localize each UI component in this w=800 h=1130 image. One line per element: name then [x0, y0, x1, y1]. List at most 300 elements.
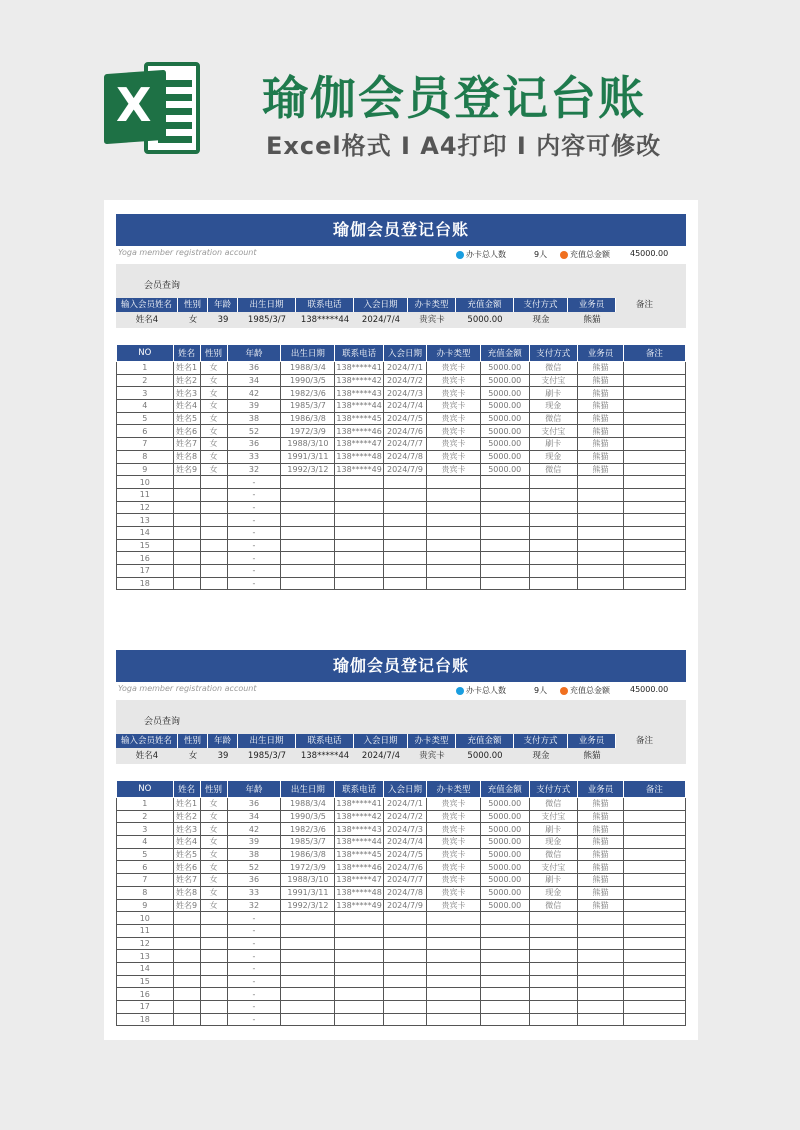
table-cell[interactable] — [200, 565, 227, 578]
table-cell[interactable]: 女 — [200, 861, 227, 874]
table-cell[interactable] — [427, 552, 481, 565]
table-cell[interactable]: 女 — [200, 450, 227, 463]
table-cell[interactable] — [623, 577, 685, 590]
table-cell[interactable] — [173, 488, 200, 501]
table-cell[interactable]: 34 — [227, 810, 281, 823]
table-cell[interactable]: 13 — [117, 950, 174, 963]
table-cell[interactable]: 微信 — [529, 798, 578, 811]
table-cell[interactable]: 熊猫 — [578, 899, 624, 912]
table-cell[interactable] — [529, 565, 578, 578]
table-cell[interactable] — [427, 912, 481, 925]
table-cell[interactable] — [578, 577, 624, 590]
table-cell[interactable] — [335, 476, 384, 489]
table-cell[interactable]: 姓名7 — [173, 874, 200, 887]
table-cell[interactable]: 6 — [117, 861, 174, 874]
table-cell[interactable] — [623, 937, 685, 950]
table-cell[interactable]: 贵宾卡 — [427, 463, 481, 476]
table-cell[interactable]: 2024/7/5 — [383, 848, 426, 861]
table-cell[interactable] — [623, 362, 685, 375]
table-cell[interactable]: 12 — [117, 501, 174, 514]
table-cell[interactable] — [383, 1013, 426, 1026]
table-cell[interactable] — [623, 798, 685, 811]
table-cell[interactable] — [623, 886, 685, 899]
table-cell[interactable] — [281, 924, 335, 937]
table-cell[interactable] — [200, 539, 227, 552]
table-cell[interactable]: 微信 — [529, 463, 578, 476]
table-cell[interactable] — [427, 476, 481, 489]
table-cell[interactable]: 熊猫 — [578, 450, 624, 463]
table-cell[interactable]: 32 — [227, 899, 281, 912]
table-cell[interactable]: 女 — [200, 400, 227, 413]
table-cell[interactable]: 1990/3/5 — [281, 810, 335, 823]
table-cell[interactable]: 17 — [117, 565, 174, 578]
table-cell[interactable] — [623, 412, 685, 425]
table-cell[interactable]: 女 — [200, 438, 227, 451]
table-cell[interactable] — [200, 1013, 227, 1026]
table-cell[interactable] — [383, 476, 426, 489]
table-cell[interactable]: 熊猫 — [578, 412, 624, 425]
table-cell[interactable]: 熊猫 — [578, 836, 624, 849]
table-cell[interactable] — [623, 539, 685, 552]
query-result-row[interactable] — [116, 750, 616, 762]
table-cell[interactable]: 女 — [200, 425, 227, 438]
table-cell[interactable]: 姓名4 — [173, 836, 200, 849]
table-cell[interactable]: 贵宾卡 — [427, 899, 481, 912]
table-cell[interactable] — [578, 514, 624, 527]
table-cell[interactable] — [578, 975, 624, 988]
table-cell[interactable]: 15 — [117, 539, 174, 552]
table-cell[interactable] — [173, 539, 200, 552]
table-cell[interactable] — [623, 488, 685, 501]
table-cell[interactable] — [173, 577, 200, 590]
table-cell[interactable] — [383, 912, 426, 925]
table-cell[interactable] — [529, 514, 578, 527]
table-cell[interactable] — [427, 988, 481, 1001]
table-cell[interactable]: 5000.00 — [480, 400, 529, 413]
table-cell[interactable]: 138*****41 — [336, 363, 382, 373]
table-cell[interactable] — [529, 476, 578, 489]
table-cell[interactable] — [480, 514, 529, 527]
table-cell[interactable]: 36 — [227, 362, 281, 375]
table-cell[interactable]: 2024/7/4 — [383, 400, 426, 413]
table-cell[interactable] — [623, 526, 685, 539]
table-cell[interactable]: 36 — [227, 798, 281, 811]
table-cell[interactable] — [200, 552, 227, 565]
table-cell[interactable]: 138*****47 — [336, 439, 382, 449]
table-cell[interactable] — [335, 912, 384, 925]
table-cell[interactable]: 11 — [117, 488, 174, 501]
table-cell[interactable]: 2024/7/2 — [383, 374, 426, 387]
table-cell[interactable]: 138*****43 — [336, 824, 382, 834]
table-cell[interactable]: 2024/7/1 — [383, 362, 426, 375]
table-cell[interactable] — [335, 577, 384, 590]
table-cell[interactable] — [578, 488, 624, 501]
table-cell[interactable] — [480, 1001, 529, 1014]
table-cell[interactable] — [173, 565, 200, 578]
table-cell[interactable]: 5000.00 — [480, 836, 529, 849]
table-cell[interactable] — [281, 1013, 335, 1026]
table-cell[interactable]: 女 — [200, 463, 227, 476]
table-cell[interactable]: 13 — [117, 514, 174, 527]
table-cell[interactable]: 138*****41 — [336, 799, 382, 809]
table-cell[interactable]: 2 — [117, 810, 174, 823]
table-cell[interactable]: 138*****43 — [336, 388, 382, 398]
table-cell[interactable] — [281, 476, 335, 489]
table-cell[interactable] — [480, 962, 529, 975]
table-cell[interactable]: 14 — [117, 526, 174, 539]
table-cell[interactable]: 熊猫 — [578, 400, 624, 413]
table-cell[interactable]: 姓名5 — [173, 848, 200, 861]
table-cell[interactable]: 9 — [117, 899, 174, 912]
table-cell[interactable] — [529, 501, 578, 514]
table-cell[interactable]: 女 — [200, 874, 227, 887]
table-cell[interactable]: 熊猫 — [578, 823, 624, 836]
table-cell[interactable] — [578, 924, 624, 937]
table-cell[interactable]: 52 — [227, 861, 281, 874]
table-cell[interactable]: 1972/3/9 — [281, 861, 335, 874]
table-cell[interactable] — [281, 526, 335, 539]
table-cell[interactable] — [623, 823, 685, 836]
table-cell[interactable]: 2 — [117, 374, 174, 387]
table-cell[interactable] — [427, 924, 481, 937]
table-cell[interactable]: 2024/7/9 — [383, 463, 426, 476]
table-cell[interactable] — [623, 988, 685, 1001]
table-cell[interactable]: 5000.00 — [480, 874, 529, 887]
table-cell[interactable] — [383, 937, 426, 950]
table-cell[interactable] — [578, 552, 624, 565]
table-cell[interactable] — [480, 501, 529, 514]
table-cell[interactable]: 支付宝 — [529, 374, 578, 387]
table-cell[interactable]: 姓名1 — [173, 362, 200, 375]
table-cell[interactable]: 18 — [117, 1013, 174, 1026]
table-cell[interactable] — [623, 1001, 685, 1014]
table-cell[interactable]: 2024/7/3 — [383, 823, 426, 836]
table-cell[interactable]: 1986/3/8 — [281, 412, 335, 425]
table-cell[interactable] — [623, 425, 685, 438]
table-cell[interactable]: 熊猫 — [578, 362, 624, 375]
table-cell[interactable]: 熊猫 — [578, 861, 624, 874]
table-cell[interactable]: 支付宝 — [529, 861, 578, 874]
table-cell[interactable] — [529, 988, 578, 1001]
table-cell[interactable]: 熊猫 — [578, 374, 624, 387]
table-cell[interactable]: 姓名9 — [173, 899, 200, 912]
table-cell[interactable] — [200, 514, 227, 527]
table-cell[interactable]: 5000.00 — [480, 886, 529, 899]
table-cell[interactable] — [427, 937, 481, 950]
table-cell[interactable] — [383, 962, 426, 975]
table-cell[interactable] — [200, 950, 227, 963]
table-cell[interactable]: 贵宾卡 — [427, 798, 481, 811]
table-cell[interactable]: 4 — [117, 400, 174, 413]
table-cell[interactable]: 熊猫 — [578, 848, 624, 861]
table-cell[interactable]: 138*****49 — [336, 464, 382, 474]
table-cell[interactable]: 现金 — [529, 886, 578, 899]
table-cell[interactable] — [623, 810, 685, 823]
table-cell[interactable]: 姓名9 — [173, 463, 200, 476]
table-cell[interactable] — [173, 1001, 200, 1014]
table-cell[interactable]: 10 — [117, 476, 174, 489]
table-cell[interactable] — [335, 962, 384, 975]
table-cell[interactable] — [335, 526, 384, 539]
table-cell[interactable]: 1986/3/8 — [281, 848, 335, 861]
table-cell[interactable]: 36 — [227, 438, 281, 451]
table-cell[interactable]: 2024/7/8 — [383, 450, 426, 463]
table-cell[interactable]: 2024/7/6 — [383, 861, 426, 874]
table-cell[interactable] — [480, 476, 529, 489]
table-cell[interactable] — [623, 848, 685, 861]
table-cell[interactable] — [480, 924, 529, 937]
table-cell[interactable] — [281, 514, 335, 527]
table-cell[interactable]: 微信 — [529, 848, 578, 861]
table-cell[interactable]: 2024/7/7 — [383, 874, 426, 887]
table-cell[interactable]: 2024/7/8 — [383, 886, 426, 899]
table-cell[interactable] — [529, 577, 578, 590]
table-cell[interactable]: 1991/3/11 — [281, 450, 335, 463]
table-cell[interactable] — [200, 1001, 227, 1014]
table-cell[interactable] — [623, 912, 685, 925]
table-cell[interactable] — [578, 565, 624, 578]
table-cell[interactable] — [623, 514, 685, 527]
table-cell[interactable]: 5 — [117, 848, 174, 861]
table-cell[interactable] — [335, 1001, 384, 1014]
table-cell[interactable]: 贵宾卡 — [427, 400, 481, 413]
table-cell[interactable]: 贵宾卡 — [427, 823, 481, 836]
table-cell[interactable] — [623, 861, 685, 874]
table-cell[interactable]: 微信 — [529, 899, 578, 912]
table-cell[interactable] — [383, 526, 426, 539]
table-cell[interactable]: 1 — [117, 798, 174, 811]
table-cell[interactable] — [529, 1001, 578, 1014]
table-cell[interactable] — [623, 874, 685, 887]
table-cell[interactable] — [578, 912, 624, 925]
table-cell[interactable] — [335, 539, 384, 552]
table-cell[interactable]: 女 — [200, 374, 227, 387]
table-cell[interactable] — [529, 962, 578, 975]
table-cell[interactable] — [578, 501, 624, 514]
table-cell[interactable]: 贵宾卡 — [427, 874, 481, 887]
table-cell[interactable] — [529, 912, 578, 925]
table-cell[interactable] — [529, 975, 578, 988]
table-cell[interactable]: 1982/3/6 — [281, 823, 335, 836]
table-cell[interactable]: 38 — [227, 848, 281, 861]
table-cell[interactable]: 1990/3/5 — [281, 374, 335, 387]
table-cell[interactable] — [173, 988, 200, 1001]
table-cell[interactable] — [200, 975, 227, 988]
table-cell[interactable] — [281, 488, 335, 501]
table-cell[interactable]: 6 — [117, 425, 174, 438]
table-cell[interactable] — [173, 950, 200, 963]
table-cell[interactable] — [529, 937, 578, 950]
table-cell[interactable] — [623, 400, 685, 413]
table-cell[interactable] — [623, 1013, 685, 1026]
table-cell[interactable]: - — [227, 988, 281, 1001]
table-cell[interactable]: 138*****48 — [336, 452, 382, 462]
table-cell[interactable] — [578, 539, 624, 552]
table-cell[interactable] — [427, 488, 481, 501]
table-cell[interactable]: 5000.00 — [480, 861, 529, 874]
table-cell[interactable] — [383, 565, 426, 578]
table-cell[interactable]: 42 — [227, 387, 281, 400]
table-cell[interactable]: - — [227, 526, 281, 539]
table-cell[interactable]: 姓名6 — [173, 425, 200, 438]
table-cell[interactable] — [173, 1013, 200, 1026]
table-cell[interactable] — [480, 937, 529, 950]
table-cell[interactable] — [480, 950, 529, 963]
table-cell[interactable]: 贵宾卡 — [427, 362, 481, 375]
table-cell[interactable]: 1985/3/7 — [281, 400, 335, 413]
table-cell[interactable]: 1988/3/4 — [281, 798, 335, 811]
table-cell[interactable]: 贵宾卡 — [427, 886, 481, 899]
table-cell[interactable]: 1992/3/12 — [281, 899, 335, 912]
table-cell[interactable] — [623, 565, 685, 578]
query-result-cell[interactable]: 姓名4 — [135, 315, 159, 325]
table-cell[interactable]: 2024/7/5 — [383, 412, 426, 425]
table-cell[interactable]: 1988/3/4 — [281, 362, 335, 375]
table-cell[interactable]: 2024/7/7 — [383, 438, 426, 451]
table-cell[interactable] — [281, 565, 335, 578]
table-cell[interactable]: 女 — [200, 823, 227, 836]
table-cell[interactable] — [173, 552, 200, 565]
table-cell[interactable] — [529, 488, 578, 501]
table-cell[interactable] — [623, 899, 685, 912]
table-cell[interactable] — [578, 962, 624, 975]
table-cell[interactable]: 5000.00 — [480, 899, 529, 912]
table-cell[interactable] — [623, 450, 685, 463]
table-cell[interactable] — [281, 577, 335, 590]
table-cell[interactable] — [281, 912, 335, 925]
table-cell[interactable]: 熊猫 — [578, 438, 624, 451]
table-cell[interactable]: 5000.00 — [480, 848, 529, 861]
table-cell[interactable] — [427, 962, 481, 975]
table-cell[interactable]: - — [227, 565, 281, 578]
table-cell[interactable]: 姓名3 — [173, 823, 200, 836]
table-cell[interactable] — [427, 1001, 481, 1014]
table-cell[interactable]: 女 — [200, 362, 227, 375]
table-cell[interactable] — [427, 1013, 481, 1026]
table-cell[interactable]: 3 — [117, 823, 174, 836]
table-cell[interactable] — [383, 975, 426, 988]
table-cell[interactable]: 贵宾卡 — [427, 374, 481, 387]
table-cell[interactable]: 现金 — [529, 836, 578, 849]
table-cell[interactable] — [173, 975, 200, 988]
table-cell[interactable]: 现金 — [529, 450, 578, 463]
table-cell[interactable] — [427, 577, 481, 590]
table-cell[interactable]: 2024/7/2 — [383, 810, 426, 823]
table-cell[interactable] — [480, 912, 529, 925]
table-cell[interactable] — [173, 526, 200, 539]
table-cell[interactable]: - — [227, 1013, 281, 1026]
table-cell[interactable]: - — [227, 514, 281, 527]
table-cell[interactable] — [173, 937, 200, 950]
table-cell[interactable]: - — [227, 501, 281, 514]
table-cell[interactable]: 39 — [227, 400, 281, 413]
table-cell[interactable]: 1982/3/6 — [281, 387, 335, 400]
table-cell[interactable] — [480, 1013, 529, 1026]
table-cell[interactable]: 女 — [200, 899, 227, 912]
table-cell[interactable]: 熊猫 — [578, 387, 624, 400]
table-cell[interactable]: 熊猫 — [578, 798, 624, 811]
table-cell[interactable] — [173, 476, 200, 489]
table-cell[interactable]: 38 — [227, 412, 281, 425]
table-cell[interactable] — [383, 539, 426, 552]
table-cell[interactable] — [173, 962, 200, 975]
table-cell[interactable] — [173, 501, 200, 514]
table-cell[interactable] — [335, 937, 384, 950]
table-cell[interactable] — [578, 1001, 624, 1014]
table-cell[interactable] — [383, 488, 426, 501]
table-cell[interactable]: 1972/3/9 — [281, 425, 335, 438]
table-cell[interactable] — [427, 501, 481, 514]
table-cell[interactable] — [529, 950, 578, 963]
table-cell[interactable]: 姓名4 — [173, 400, 200, 413]
table-cell[interactable]: 4 — [117, 836, 174, 849]
table-cell[interactable]: 5000.00 — [480, 823, 529, 836]
table-cell[interactable] — [578, 526, 624, 539]
table-cell[interactable] — [427, 975, 481, 988]
table-cell[interactable]: 刷卡 — [529, 438, 578, 451]
table-cell[interactable]: 8 — [117, 450, 174, 463]
table-cell[interactable]: - — [227, 539, 281, 552]
table-cell[interactable]: 2024/7/6 — [383, 425, 426, 438]
table-cell[interactable]: 姓名2 — [173, 374, 200, 387]
table-cell[interactable] — [480, 988, 529, 1001]
table-cell[interactable] — [383, 1001, 426, 1014]
table-cell[interactable]: 5000.00 — [480, 412, 529, 425]
table-cell[interactable]: 姓名3 — [173, 387, 200, 400]
table-cell[interactable] — [335, 1013, 384, 1026]
table-cell[interactable]: 刷卡 — [529, 387, 578, 400]
table-cell[interactable]: 贵宾卡 — [427, 412, 481, 425]
table-cell[interactable]: 2024/7/3 — [383, 387, 426, 400]
table-cell[interactable]: 5000.00 — [480, 810, 529, 823]
table-cell[interactable]: 支付宝 — [529, 425, 578, 438]
table-cell[interactable] — [427, 565, 481, 578]
table-cell[interactable]: 138*****46 — [336, 426, 382, 436]
table-cell[interactable]: 5000.00 — [480, 387, 529, 400]
table-cell[interactable] — [480, 552, 529, 565]
table-cell[interactable]: 贵宾卡 — [427, 848, 481, 861]
table-cell[interactable]: 2024/7/4 — [383, 836, 426, 849]
table-cell[interactable]: 5000.00 — [480, 374, 529, 387]
table-cell[interactable] — [200, 937, 227, 950]
table-cell[interactable]: 姓名7 — [173, 438, 200, 451]
table-cell[interactable] — [200, 488, 227, 501]
table-cell[interactable] — [281, 975, 335, 988]
table-cell[interactable] — [480, 488, 529, 501]
table-cell[interactable] — [200, 962, 227, 975]
table-cell[interactable]: 女 — [200, 798, 227, 811]
table-cell[interactable]: 1991/3/11 — [281, 886, 335, 899]
table-cell[interactable] — [200, 912, 227, 925]
table-cell[interactable]: - — [227, 1001, 281, 1014]
table-cell[interactable]: 138*****49 — [336, 900, 382, 910]
table-cell[interactable] — [427, 950, 481, 963]
table-cell[interactable] — [281, 937, 335, 950]
table-cell[interactable] — [281, 1001, 335, 1014]
table-cell[interactable] — [281, 950, 335, 963]
table-cell[interactable]: 3 — [117, 387, 174, 400]
query-result-row[interactable] — [116, 314, 616, 326]
table-cell[interactable]: 贵宾卡 — [427, 450, 481, 463]
table-cell[interactable]: 1988/3/10 — [281, 438, 335, 451]
table-cell[interactable] — [578, 476, 624, 489]
table-cell[interactable]: 2024/7/1 — [383, 798, 426, 811]
table-cell[interactable] — [623, 950, 685, 963]
table-cell[interactable]: 贵宾卡 — [427, 438, 481, 451]
table-cell[interactable]: 16 — [117, 988, 174, 1001]
table-cell[interactable]: 5 — [117, 412, 174, 425]
table-cell[interactable]: 16 — [117, 552, 174, 565]
